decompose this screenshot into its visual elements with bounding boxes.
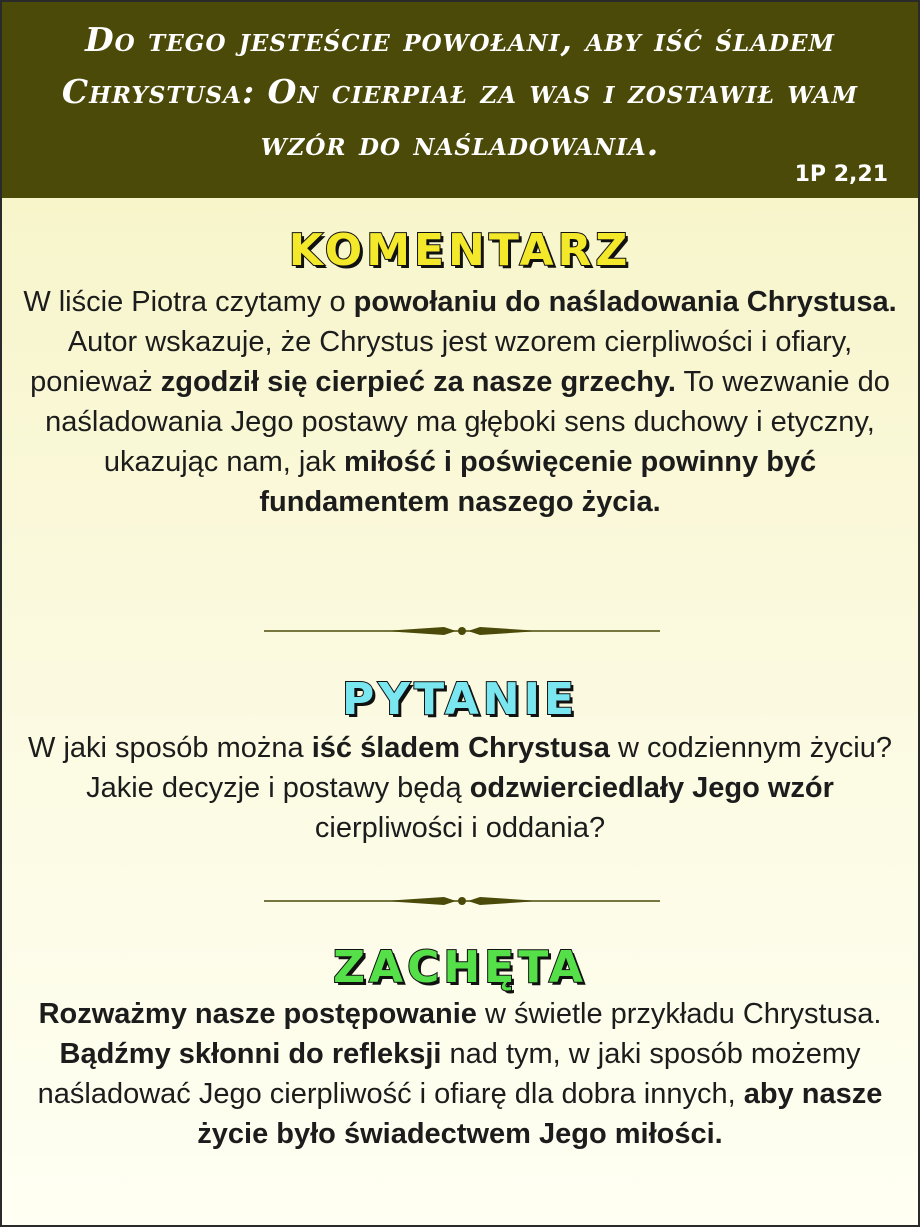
section-body-komentarz [20,282,900,522]
body-text-segment: To wezwanie do naśladowania Jego postawy ma głęboki sens duchowy i etyczny, ukazując nam, jak [45,366,890,478]
verse-header [2,2,918,198]
emphasized-text: iść śladem Chrystusa [311,732,610,764]
ornament-divider [264,621,660,641]
body-text-segment: cierpliwości i oddania? [314,812,606,844]
body-text-segment: W liście Piotra czytamy o [23,286,354,318]
ornament-divider [264,891,660,911]
emphasized-text: Bądźmy skłonni do refleksji [59,1038,442,1070]
verse-text: Do tego jesteście powołani, aby iść śladem Chrystusa: On cierpiał za was i zostawił wam wzór do naśladowania. [61,20,859,163]
section-title-zacheta: ZACHĘTA [333,942,587,993]
emphasized-text: zgodził się cierpieć za nasze grzechy. [160,366,676,398]
section-body-pytanie [20,728,900,848]
section-title-komentarz: KOMENTARZ [288,225,632,276]
body-text-segment: w codziennym życiu? Jakie decyzje i postawy będą [86,732,892,804]
emphasized-text: miłość i poświęcenie powinny być fundamentem naszego życia. [259,446,817,518]
verse-reference: 1P 2,21 [794,162,888,187]
body-text-segment: w świetle przykładu Chrystusa. [476,998,882,1030]
section-body-zacheta [20,994,900,1154]
body-text-segment: nad tym, w jaki sposób możemy naśladować Jego cierpliwość i ofiarę dla dobra innych, [37,1038,861,1110]
emphasized-text: powołaniu do naśladowania Chrystusa. [353,286,897,318]
body-text-segment: W jaki sposób można [28,732,312,764]
emphasized-text: odzwierciedlały Jego wzór [469,772,834,804]
emphasized-text: Rozważmy nasze postępowanie [38,998,477,1030]
section-title-pytanie: PYTANIE [341,674,578,725]
body-text-segment: Autor wskazuje, że Chrystus jest wzorem cierpliwości i ofiary, ponieważ [30,326,853,398]
emphasized-text: aby nasze życie było świadectwem Jego miłości. [197,1078,883,1150]
